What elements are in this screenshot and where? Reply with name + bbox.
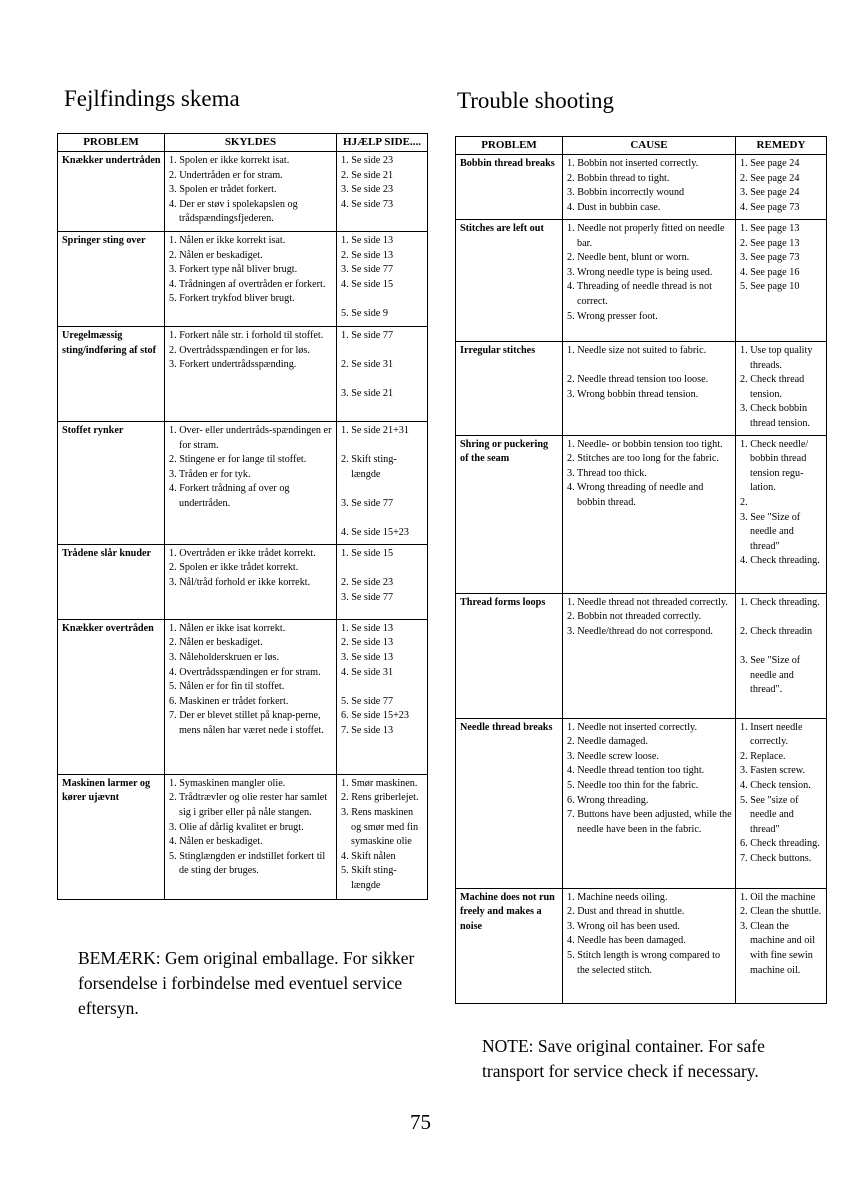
cause-item: 3. Nåleholderskruen er løs. — [169, 651, 280, 663]
cause-cell — [165, 774, 337, 899]
help-page-item: 2. Se side 13 — [341, 249, 394, 261]
table-row — [456, 155, 827, 220]
help-page-item: 5. Se side 77 — [341, 695, 394, 707]
table-row — [58, 422, 428, 545]
problem-cell: Maskinen larmer og kører ujævnt — [58, 774, 165, 899]
remedy-item: 1. Oil the machine — [740, 891, 816, 903]
remedy-item: 2. See page 24 — [740, 172, 800, 184]
remedy-item: 4. See page 73 — [740, 201, 800, 213]
cause-item: 1. Nålen er ikke isat korrekt. — [169, 622, 286, 634]
cause-item: 1. Nålen er ikke korrekt isat. — [169, 235, 286, 246]
remedy-item: 2. — [740, 496, 748, 508]
remedy-item: 2. Clean the shuttle. — [740, 906, 822, 918]
cause-cell — [563, 220, 736, 342]
help-page-cell — [337, 774, 428, 899]
help-page-item: 3. Se side 77 — [341, 497, 394, 509]
help-page-item: 3. Se side 21 — [341, 388, 394, 400]
table-row — [58, 152, 428, 232]
cause-item: 6. Wrong threading. — [567, 794, 649, 806]
danish-trouble-table — [57, 133, 428, 900]
remedy-item: 3. See "Size of needle and thread". — [740, 654, 801, 696]
help-page-item: 4. Se side 31 — [341, 666, 394, 678]
cause-cell — [563, 155, 736, 220]
help-page-item: 1. Se side 13 — [341, 235, 394, 246]
help-page-item — [341, 680, 424, 695]
remedy-item: 1. Use top quality threads. — [740, 345, 813, 371]
help-page-item: 3. Rens maskinen og smør med fin symaskine olie — [341, 806, 419, 848]
cause-item: 2. Bobbin not threaded correctly. — [567, 611, 701, 623]
remedy-cell — [736, 435, 827, 593]
help-page-item — [341, 344, 424, 359]
remedy-item: 5. See "size of needle and thread" — [740, 794, 799, 835]
remedy-item: 6. Check threading. — [740, 838, 820, 850]
cause-cell — [165, 422, 337, 545]
cause-item: 2. Nålen er beskadiget. — [169, 249, 263, 261]
english-trouble-table — [455, 136, 827, 1004]
remedy-item: 5. See page 10 — [740, 281, 800, 293]
note-danish: BEMÆRK: Gem original emballage. For sikker forsendelse i forbindelse med eventuel service eftersyn. — [78, 948, 415, 1018]
header-problem: PROBLEM — [58, 134, 165, 152]
table-row — [456, 718, 827, 888]
cause-cell — [165, 152, 337, 232]
remedy-cell — [736, 888, 827, 1003]
help-page-item: 4. Se side 15 — [341, 278, 394, 290]
remedy-cell — [736, 342, 827, 436]
note-english: NOTE: Save original container. For safe transport for service check if necessary. — [482, 1036, 765, 1081]
cause-item: 4. Wrong threading of needle and bobbin thread. — [567, 482, 704, 508]
problem-cell: Knækker overtråden — [58, 619, 165, 774]
problem-cell: Needle thread breaks — [456, 718, 563, 888]
remedy-item: 2. See page 13 — [740, 237, 800, 249]
cause-item: 2. Overtrådsspændingen er for løs. — [169, 344, 310, 356]
help-page-cell — [337, 327, 428, 422]
problem-cell: Bobbin thread breaks — [456, 155, 563, 220]
help-page-item: 2. Skift sting-længde — [341, 454, 397, 480]
help-page-item: 6. Se side 15+23 — [341, 710, 409, 722]
help-page-item: 4. Se side 73 — [341, 198, 394, 210]
problem-cell: Trådene slår knuder — [58, 544, 165, 619]
help-page-item: 1. Se side 21+31 — [341, 425, 409, 436]
remedy-cell — [736, 593, 827, 718]
remedy-item: 1. See page 13 — [740, 223, 800, 234]
remedy-item: 3. Fasten screw. — [740, 765, 805, 777]
cause-cell — [563, 888, 736, 1003]
table-row — [58, 327, 428, 422]
remedy-item — [740, 639, 823, 654]
cause-item: 1. Needle thread not threaded correctly. — [567, 596, 728, 608]
remedy-item: 2. Check threadin — [740, 625, 813, 637]
header-cause: SKYLDES — [165, 134, 337, 152]
cause-item: 1. Needle- or bobbin tension too tight. — [567, 438, 723, 450]
table-row — [456, 220, 827, 342]
cause-item: 2. Nålen er beskadiget. — [169, 637, 263, 649]
cause-item: 1. Symaskinen mangler olie. — [169, 777, 286, 789]
cause-item: 2. Needle damaged. — [567, 736, 648, 748]
remedy-item — [740, 610, 823, 625]
cause-item: 4. Der er støv i spolekapslen og trådspændingsfjederen. — [169, 198, 298, 225]
cause-item: 1. Overtråden er ikke trådet korrekt. — [169, 547, 316, 559]
cause-cell — [563, 718, 736, 888]
remedy-item: 4. Check threading. — [740, 555, 820, 567]
cause-item: 1. Spolen er ikke korrekt isat. — [169, 155, 290, 166]
help-page-item: 4. Se side 15+23 — [341, 527, 409, 539]
remedy-item: 2. Replace. — [740, 750, 786, 762]
table-row — [456, 342, 827, 436]
header-remedy: REMEDY — [736, 137, 827, 155]
cause-cell — [563, 342, 736, 436]
cause-item: 2. Undertråden er for stram. — [169, 169, 283, 181]
cause-item: 5. Nålen er for fin til stoffet. — [169, 681, 285, 693]
cause-item: 7. Buttons have been adjusted, while the needle have been in the fabric. — [567, 809, 732, 835]
cause-item: 4. Threading of needle thread is not correct. — [567, 281, 712, 307]
cause-item: 5. Stinglængden er indstillet forkert til de sting der bruges. — [169, 850, 326, 877]
cause-cell — [563, 435, 736, 593]
help-page-item: 2. Se side 31 — [341, 359, 394, 371]
cause-item: 4. Needle thread tention too tight. — [567, 765, 705, 777]
cause-item: 5. Needle too thin for the fabric. — [567, 779, 699, 791]
cause-item: 1. Machine needs oiling. — [567, 891, 668, 903]
cause-item: 4. Nålen er beskadiget. — [169, 836, 263, 848]
cause-item: 3. Needle screw loose. — [567, 750, 659, 762]
remedy-item: 3. Clean the machine and oil with fine sewin machine oil. — [740, 920, 816, 976]
help-page-cell — [337, 232, 428, 327]
remedy-item: 3. See "Size of needle and thread" — [740, 511, 801, 552]
header-problem: PROBLEM — [456, 137, 563, 155]
help-page-item — [341, 482, 424, 497]
help-page-item: 5. Se side 9 — [341, 307, 388, 319]
cause-item: 6. Maskinen er trådet forkert. — [169, 695, 289, 707]
cause-item: 3. Bobbin incorrectly wound — [567, 187, 685, 199]
help-page-item: 1. Smør maskinen. — [341, 777, 418, 789]
table-row — [456, 888, 827, 1003]
cause-item: 1. Needle not properly fitted on needle bar. — [567, 223, 725, 249]
problem-cell: Springer sting over — [58, 232, 165, 327]
cause-item — [567, 359, 732, 374]
problem-cell: Irregular stitches — [456, 342, 563, 436]
cause-item: 3. Olie af dårlig kvalitet er brugt. — [169, 821, 304, 833]
help-page-item: 7. Se side 13 — [341, 724, 394, 736]
cause-item: 5. Forkert trykfod bliver brugt. — [169, 293, 295, 305]
cause-item: 7. Der er blevet stillet på knap-perne, mens nålen har været nede i stoffet. — [169, 710, 324, 736]
help-page-item: 2. Rens griberlejet. — [341, 792, 419, 804]
table-row — [456, 435, 827, 593]
cause-item: 5. Wrong presser foot. — [567, 310, 658, 322]
cause-item: 2. Spolen er ikke trådet korrekt. — [169, 562, 299, 574]
problem-cell: Shring or puckering of the seam — [456, 435, 563, 593]
help-page-item: 5. Skift sting-længde — [341, 865, 397, 891]
cause-item: 3. Tråden er for tyk. — [169, 468, 251, 480]
cause-item: 1. Bobbin not inserted correctly. — [567, 158, 699, 169]
table-row — [58, 232, 428, 327]
remedy-item: 1. Check threading. — [740, 596, 820, 608]
help-page-item: 4. Skift nålen — [341, 850, 396, 862]
cause-item: 2. Needle bent, blunt or worn. — [567, 252, 690, 264]
problem-cell: Uregelmæssig sting/indføring af stof — [58, 327, 165, 422]
cause-item: 1. Over- eller undertråds-spændingen er for stram. — [169, 425, 332, 451]
cause-item: 3. Wrong needle type is being used. — [567, 266, 713, 278]
remedy-item: 1. Insert needle correctly. — [740, 721, 803, 748]
cause-item: 1. Needle not inserted correctly. — [567, 721, 698, 733]
cause-item: 3. Forkert type nål bliver brugt. — [169, 264, 298, 276]
help-page-item — [341, 373, 424, 388]
cause-item: 3. Needle/thread do not correspond. — [567, 625, 713, 637]
help-page-cell — [337, 152, 428, 232]
cause-item: 4. Forkert trådning af over og undertråden. — [169, 483, 290, 509]
cause-cell — [563, 593, 736, 718]
cause-item: 3. Thread too thick. — [567, 467, 647, 479]
remedy-item: 1. See page 24 — [740, 158, 800, 169]
cause-cell — [165, 544, 337, 619]
help-page-cell — [337, 422, 428, 545]
cause-item: 4. Overtrådsspændingen er for stram. — [169, 666, 321, 678]
cause-item: 4. Trådningen af overtråden er forkert. — [169, 278, 326, 290]
table-row — [58, 774, 428, 899]
help-page-item — [341, 292, 424, 307]
remedy-item: 3. See page 73 — [740, 252, 800, 264]
problem-cell: Stitches are left out — [456, 220, 563, 342]
cause-item: 2. Dust and thread in shuttle. — [567, 906, 685, 918]
table-row — [456, 593, 827, 718]
page-number: 75 — [410, 1110, 431, 1134]
help-page-item — [341, 439, 424, 454]
help-page-item: 2. Se side 13 — [341, 637, 394, 649]
cause-item: 3. Spolen er trådet forkert. — [169, 184, 277, 196]
page-title-english: Trouble shooting — [457, 88, 614, 113]
remedy-item: 7. Check buttons. — [740, 852, 812, 864]
help-page-item: 3. Se side 13 — [341, 651, 394, 663]
help-page-item: 2. Se side 23 — [341, 576, 394, 588]
remedy-cell — [736, 718, 827, 888]
cause-item: 2. Bobbin thread to tight. — [567, 172, 670, 184]
cause-item: 1. Needle size not suited to fabric. — [567, 345, 707, 356]
cause-item: 3. Wrong oil has been used. — [567, 920, 680, 932]
table-row — [58, 619, 428, 774]
cause-cell — [165, 619, 337, 774]
cause-item: 4. Dust in bubbin case. — [567, 201, 661, 213]
help-page-item: 1. Se side 77 — [341, 330, 394, 341]
cause-item: 2. Needle thread tension too loose. — [567, 374, 709, 386]
cause-item: 2. Trådtrævler og olie rester har samlet sig i griber eller på nåle stangen. — [169, 792, 328, 818]
cause-item: 3. Wrong bobbin thread tension. — [567, 388, 699, 400]
cause-cell — [165, 327, 337, 422]
cause-item: 4. Needle has been damaged. — [567, 935, 686, 947]
page-title-danish: Fejlfindings skema — [64, 86, 240, 111]
help-page-item: 1. Se side 15 — [341, 547, 394, 559]
remedy-item: 3. See page 24 — [740, 187, 800, 199]
remedy-item: 2. Check thread tension. — [740, 374, 805, 400]
remedy-item: 4. Check tension. — [740, 779, 811, 791]
cause-item: 2. Stitches are too long for the fabric. — [567, 453, 719, 465]
help-page-item: 1. Se side 23 — [341, 155, 394, 166]
problem-cell: Thread forms loops — [456, 593, 563, 718]
remedy-cell — [736, 220, 827, 342]
remedy-cell — [736, 155, 827, 220]
help-page-cell — [337, 544, 428, 619]
remedy-item: 3. Check bobbin thread tension. — [740, 403, 810, 429]
problem-cell: Knækker undertråden — [58, 152, 165, 232]
cause-cell — [165, 232, 337, 327]
cause-item: 1. Forkert nåle str. i forhold til stoffet. — [169, 330, 324, 341]
cause-item: 3. Forkert undertrådsspænding. — [169, 359, 297, 371]
cause-item: 2. Stingene er for lange til stoffet. — [169, 454, 307, 466]
help-page-cell — [337, 619, 428, 774]
problem-cell: Stoffet rynker — [58, 422, 165, 545]
help-page-item: 2. Se side 21 — [341, 169, 394, 181]
header-help-page: HJÆLP SIDE.... — [337, 134, 428, 152]
help-page-item: 3. Se side 23 — [341, 184, 394, 196]
cause-item: 3. Nål/tråd forhold er ikke korrekt. — [169, 576, 311, 588]
table-row — [58, 544, 428, 619]
problem-cell: Machine does not run freely and makes a noise — [456, 888, 563, 1003]
help-page-item: 3. Se side 77 — [341, 591, 394, 603]
header-cause: CAUSE — [563, 137, 736, 155]
cause-item: 5. Stitch length is wrong compared to the selected stitch. — [567, 949, 721, 976]
help-page-item — [341, 512, 424, 527]
remedy-item: 4. See page 16 — [740, 266, 800, 278]
remedy-item: 1. Check needle/ bobbin thread tension regu-lation. — [740, 438, 809, 494]
help-page-item: 3. Se side 77 — [341, 264, 394, 276]
help-page-item — [341, 561, 424, 576]
help-page-item: 1. Se side 13 — [341, 622, 394, 634]
